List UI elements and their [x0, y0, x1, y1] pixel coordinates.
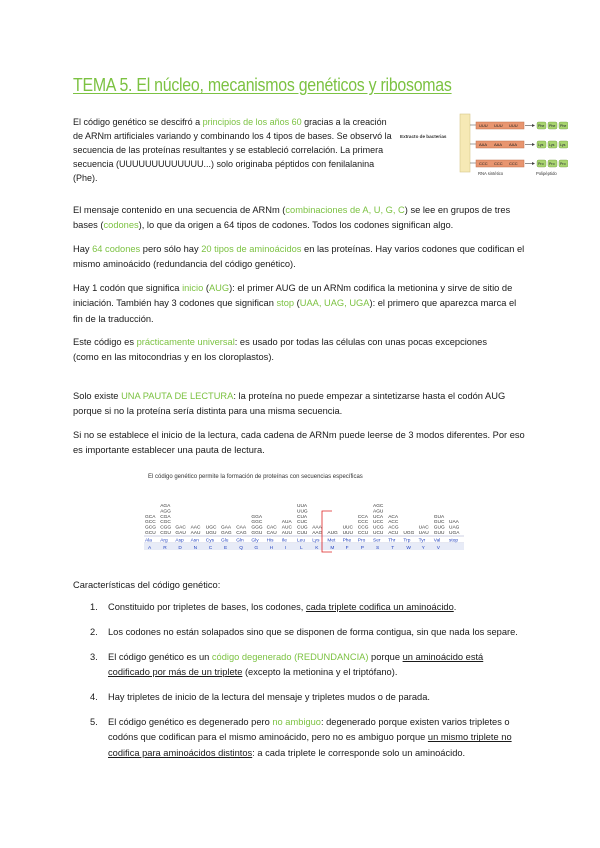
feature-item-4: 4. Hay tripletes de inicio de la lectura del mensaje y tripletes mudos o de parada.: [90, 692, 430, 703]
figure2-amino-acid-letter: H: [269, 546, 274, 551]
page-title: TEMA 5. El núcleo, mecanismos genéticos y ribosomas: [73, 74, 452, 95]
figure1-amino-acid-label: Lys: [538, 143, 544, 147]
figure2-codon: CAA: [236, 525, 247, 531]
figure2-amino-acid-name: Gly: [251, 538, 259, 544]
figure2-codon: AGC: [373, 504, 384, 509]
figure1-label-extract: Extracto de bacterias: [400, 134, 447, 139]
figure2-amino-acid-name: Cys: [205, 538, 215, 544]
figure2-amino-acid-letter: R: [163, 546, 167, 551]
figure1-codon: AAA: [494, 142, 503, 147]
figure2-codon: CUA: [297, 514, 308, 520]
figure2-amino-acid-name: Ile: [281, 538, 287, 544]
figure2-codon: AAU: [190, 531, 201, 536]
figure2-codon: CUC: [297, 520, 308, 526]
features-heading: Características del código genético:: [73, 580, 221, 590]
figure2-codon: AGA: [160, 504, 171, 509]
figure2-codon: GAC: [175, 525, 186, 531]
figure1-amino-acid-label: Phe: [538, 124, 545, 128]
figure2-codon: GGA: [251, 514, 263, 520]
figure2-amino-acid-letter: F: [345, 546, 349, 551]
figure2-codon: GUU: [433, 531, 445, 536]
figure2-codon: ACG: [388, 525, 399, 531]
paragraph-pauta: Solo existe UNA PAUTA DE LECTURA: la proteína no puede empezar a sintetizarse hasta el codón AUG porque si no la proteína sería distinta para una misma secuencia.: [73, 391, 506, 417]
figure2-codon: GUG: [433, 525, 445, 531]
figure2-amino-acid-name: Arg: [160, 538, 168, 544]
figure2-codon: GUC: [433, 520, 445, 526]
figure2-codon: UAG: [449, 525, 460, 531]
figure1-codon: AAA: [509, 142, 518, 147]
figure2-codon: AUA: [281, 520, 292, 526]
figure2-amino-acid-name: Trp: [403, 538, 411, 544]
paragraph-codones: Hay 64 codones pero sólo hay 20 tipos de aminoácidos en las proteínas. Hay varios codones que codifican el mismo aminoácido (redundancia del código genético).: [73, 244, 525, 270]
figure2-amino-acid-letter: L: [300, 546, 303, 551]
figure2-amino-acid-letter: Y: [421, 546, 425, 551]
figure2-amino-acid-letter: P: [360, 546, 365, 551]
genetic-code-figure: [144, 470, 466, 558]
paragraph-inicio-stop: Hay 1 codón que significa inicio (AUG): el primer AUG de un ARNm codifica la metionina y sirve de sitio de iniciación. También hay 3 codones que significan stop (UAA, UAG, UGA): el primero que aparezca marca el fin de la traducción.: [73, 283, 517, 324]
figure1-amino-acid-label: Phe: [549, 124, 556, 128]
figure2-codon: UGU: [205, 531, 217, 536]
figure2-codon: GAG: [221, 531, 232, 536]
figure2-amino-acid-name: Pro: [357, 538, 366, 544]
figure2-codon: UGG: [403, 531, 415, 536]
figure2-codon: AGU: [373, 509, 384, 515]
figure2-codon: GAU: [175, 531, 186, 536]
feature-item-2: 2. Los codones no están solapados sino que se disponen de forma contigua, sin que nada los separe.: [90, 626, 518, 637]
figure2-codon: CUU: [297, 531, 308, 536]
figure1-amino-acid-label: Phe: [560, 124, 567, 128]
figure2-codon: UAU: [418, 531, 429, 536]
figure1-amino-acid-label: Lys: [549, 143, 555, 147]
figure2-codon: CAU: [266, 531, 277, 536]
figure2-codon: CCC: [357, 520, 369, 526]
figure2-codon: AAC: [190, 525, 201, 531]
figure2-codon: AUC: [281, 525, 292, 531]
figure2-codon: GGC: [251, 520, 263, 526]
figure2-amino-acid-letter: G: [254, 546, 259, 551]
figure2-codon: AAG: [312, 531, 323, 536]
figure2-codon: UUU: [342, 531, 354, 536]
figure2-codon: CGG: [160, 525, 172, 531]
figure2-codon: UCC: [373, 520, 384, 526]
figure2-amino-acid-letter: C: [208, 546, 213, 551]
figure2-amino-acid-letter: W: [406, 546, 411, 551]
figure2-amino-acid-name: Val: [433, 538, 441, 544]
figure2-codon: CCU: [357, 531, 369, 536]
figure1-amino-acid-label: Pro: [560, 162, 566, 166]
figure1-codon: CCC: [509, 161, 518, 166]
paragraph-universal: Este código es prácticamente universal: es usado por todas las células con unas pocas excepciones (como en las mitocondrias y en los cloroplastos).: [73, 337, 487, 363]
figure2-codon: GCA: [145, 514, 156, 520]
feature-item-3: 3. El código genético es un código degenerado (REDUNDANCIA) porque un aminoácido está codificado por más de un triplete (excepto la metionina y el triptófano).: [90, 651, 484, 678]
figure2-codon: UAA: [449, 520, 459, 526]
figure2-codon: ACA: [388, 514, 399, 520]
figure1-amino-acid-label: Pro: [549, 162, 555, 166]
figure2-codon: UCG: [373, 525, 384, 531]
figure2-codon: UUC: [342, 525, 354, 531]
figure2-codon: UCA: [373, 514, 384, 520]
figure2-codon: GAA: [221, 525, 232, 531]
figure2-amino-acid-name: Phe: [342, 538, 352, 544]
figure2-amino-acid-name: Met: [327, 538, 336, 544]
feature-item-5: 5. El código genético es degenerado pero no ambiguo: degenerado porque existen varios tripletes o codóns que codifican para el mismo aminoácido, pero no es ambiguo porque un mismo triplete no codifica para aminoácidos distintos: a cada triplete le corresponde solo un aminoácido.: [90, 717, 512, 758]
figure2-amino-acid-letter: S: [376, 546, 380, 551]
figure2-codon: UAC: [418, 525, 429, 531]
figure2-codon: AAA: [312, 525, 322, 531]
figure1-codon: CCC: [494, 161, 503, 166]
features-list: [73, 600, 523, 771]
paragraph-mensaje: El mensaje contenido en una secuencia de ARNm (combinaciones de A, U, G, C) se lee en grupos de tres bases (codones), lo que da origen a 64 tipos de codones. Todos los codones significan algo.: [73, 205, 511, 231]
figure2-amino-acid-letter: Q: [239, 546, 243, 551]
figure2-amino-acid-name: His: [266, 538, 274, 544]
figure2-amino-acid-name: Asn: [190, 538, 199, 544]
figure2-amino-acid-name: Ser: [373, 538, 381, 544]
figure2-amino-acid-letter: E: [224, 546, 228, 551]
figure1-arrowhead: [532, 143, 535, 146]
figure1-codon: UUU: [509, 123, 518, 128]
figure2-codon: GCG: [145, 525, 156, 531]
figure2-codon: GUA: [433, 514, 445, 520]
figure2-amino-acid-name: Glu: [221, 538, 229, 544]
figure2-codon: CCG: [357, 525, 369, 531]
figure1-label-rna: RNA sintético: [478, 171, 504, 176]
figure2-codon: GGG: [251, 525, 263, 531]
figure2-amino-acid-name: Asp: [175, 538, 184, 544]
figure1-arrowhead: [532, 124, 535, 127]
figure1-codon: AAA: [479, 142, 488, 147]
figure2-caption: El código genético permite la formación de proteínas con secuencias específicas: [148, 474, 363, 480]
figure2-codon: UUA: [297, 504, 308, 509]
figure2-amino-acid-name: Gln: [236, 538, 244, 544]
figure2-amino-acid-name: stop: [449, 538, 459, 544]
figure2-amino-acid-letter: I: [284, 546, 287, 551]
figure2-codon: GCC: [145, 520, 156, 526]
figure2-codon: UGA: [449, 531, 460, 536]
figure2-amino-acid-name: Lys: [312, 538, 320, 544]
figure1-amino-acid-label: Pro: [538, 162, 544, 166]
figure2-amino-acid-letter: M: [330, 546, 335, 551]
figure2-codon: CGU: [160, 531, 171, 536]
synthetic-rna-figure: [398, 111, 568, 187]
figure2-codon: AGG: [160, 509, 171, 515]
figure2-amino-acid-letter: D: [178, 546, 182, 551]
figure1-arrowhead: [532, 162, 535, 165]
figure2-amino-acid-name: Ala: [145, 538, 152, 544]
figure2-codon: CCA: [357, 514, 368, 520]
figure2-codon: CGA: [160, 514, 171, 520]
figure1-amino-acid-label: Lys: [560, 143, 566, 147]
feature-item-1: 1. Constituido por tripletes de bases, los codones, cada triplete codifica un aminoácido.: [90, 602, 457, 612]
figure1-codon: UUU: [494, 123, 503, 128]
figure2-amino-acid-letter: T: [391, 546, 395, 551]
figure2-amino-acid-name: Thr: [388, 538, 396, 544]
figure1-codon: UUU: [479, 123, 488, 128]
figure2-amino-acid-name: Leu: [297, 538, 306, 544]
figure1-label-polypeptide: Polipéptido: [536, 171, 557, 176]
figure2-codon: UGC: [205, 525, 217, 531]
figure2-codon: UUG: [297, 509, 308, 515]
figure2-amino-acid-name: Tyr: [418, 538, 426, 544]
intro-paragraph: El código genético se descifró a principios de los años 60 gracias a la creación de ARNm artificiales variando y combinando los 4 tipos de bases. Se observó la secuencia de las proteínas resultantes y se estableció correlación. La primera secuencia (UUUUUUUUUUUUU...) solo originaba péptidos con fenilalanina (Phe).: [73, 117, 392, 183]
figure2-amino-acid-letter: K: [315, 546, 319, 551]
figure2-amino-acid-letter: A: [148, 546, 152, 551]
figure2-amino-acid-letter: N: [193, 546, 198, 551]
figure2-codon: CAG: [236, 531, 247, 536]
figure2-codon: AUU: [281, 531, 292, 536]
figure1-codon: CCC: [479, 161, 488, 166]
figure2-amino-acid-letter: V: [436, 546, 441, 551]
figure2-codon: ACU: [388, 531, 399, 536]
figure2-codon: CAC: [266, 525, 277, 531]
figure2-codon: GCU: [145, 531, 156, 536]
paragraph-lectura: Si no se establece el inicio de la lectura, cada cadena de ARNm puede leerse de 3 modos diferentes. Por eso es importante establecer una pauta de lectura.: [73, 430, 525, 456]
figure2-codon: CGC: [160, 520, 171, 526]
figure2-codon: UCU: [373, 531, 384, 536]
figure2-codon: CUG: [297, 525, 308, 531]
figure2-codon: ACC: [388, 520, 399, 526]
figure2-codon: AUG: [327, 531, 338, 536]
figure2-codon: GGU: [251, 531, 263, 536]
